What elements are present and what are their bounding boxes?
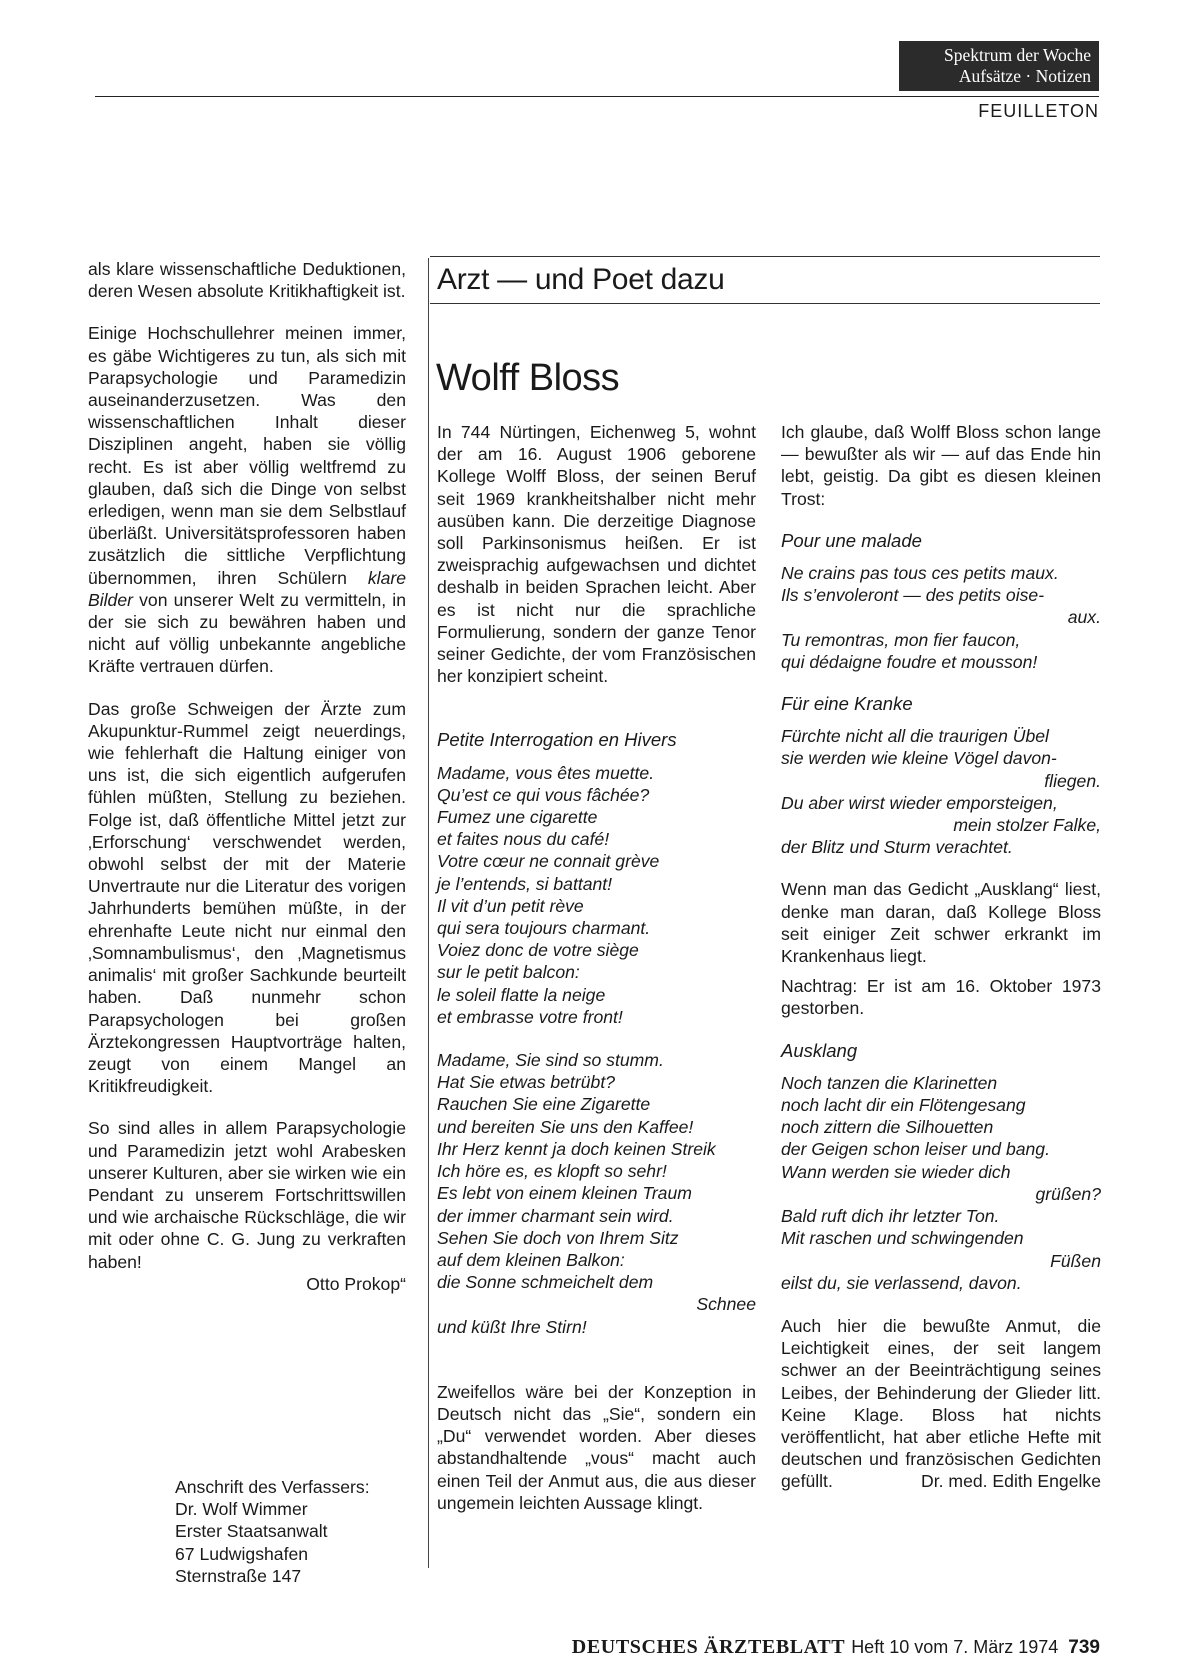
- poem-line: der immer charmant sein wird.: [437, 1205, 674, 1226]
- poem-pour-une-malade: [781, 562, 1101, 673]
- poem-line: Wann werden sie wieder dich: [781, 1161, 1011, 1182]
- poem-line: Ne crains pas tous ces petits maux.: [781, 563, 1059, 584]
- address-line: Erster Staatsanwalt: [175, 1521, 328, 1542]
- article-author: Dr. med. Edith Engelke: [921, 1471, 1101, 1492]
- poem-line: je l’entends, si battant!: [437, 873, 613, 894]
- poem-line: Fürchte nicht all die traurigen Übel: [781, 726, 1049, 747]
- column-divider: [428, 258, 429, 1568]
- poem-line: qui sera toujours charmant.: [437, 918, 651, 939]
- poem-line: Hat Sie etwas betrübt?: [437, 1072, 615, 1093]
- poem-line: Ich höre es, es klopft so sehr!: [437, 1161, 667, 1182]
- poem-line: grüßen?: [1035, 1183, 1101, 1204]
- poem-line: Qu’est ce qui vous fâchée?: [437, 784, 650, 805]
- left-signature: Otto Prokop“: [306, 1273, 406, 1294]
- poem-line: Bald ruft dich ihr letzter Ton.: [781, 1206, 1000, 1227]
- closing-text: Auch hier die bewußte Anmut, die Leichtigkeit eines, der seit langem schwer an der Beeinträchtigung seines Leibes, der Behinderung der Glieder litt. Keine Klage. Bloss hat nichts veröffentlicht, hat aber etliche Hefte mit deutschen und französischen Gedichten gefüllt.: [781, 1315, 1101, 1492]
- page-number: 739: [1068, 1637, 1100, 1658]
- article-headline: Wolff Bloss: [436, 357, 620, 399]
- header-rule: [95, 96, 1099, 97]
- left-paragraph-2: [88, 322, 406, 677]
- poem-line: Mit raschen und schwingenden: [781, 1228, 1024, 1249]
- poem-line: Tu remontras, mon fier faucon,: [781, 629, 1021, 650]
- poem-line: Fumez une cigarette: [437, 807, 598, 828]
- poem-fuer-eine-kranke: [781, 725, 1101, 858]
- poem-line: mein stolzer Falke,: [953, 815, 1101, 836]
- poem-line: eilst du, sie verlassend, davon.: [781, 1272, 1022, 1293]
- address-line: Anschrift des Verfassers:: [175, 1477, 370, 1497]
- poem-german: [437, 1049, 756, 1338]
- article-intro: In 744 Nürtingen, Eichenweg 5, wohnt der am 16. August 1906 geborene Kollege Wolff Bloss, der seinen Beruf seit 1969 krankheitshalber nicht mehr ausüben kann. Die derzeitige Diagnose soll Parkinsonismus heißen. Er ist zweisprachig aufgewachsen und dichtet deshalb in beiden Sprachen leicht. Aber es ist nicht nur die sprachliche Formulierung, sondern der ganze Tenor seiner Gedichte, der vom Französischen her konzipiert scheint.: [437, 422, 756, 687]
- poem-line: Du aber wirst wieder emporsteigen,: [781, 792, 1058, 813]
- poem-line: Sehen Sie doch von Ihrem Sitz: [437, 1227, 679, 1248]
- left-paragraph-4: [88, 1117, 406, 1295]
- left-paragraph-2-emphasis: klare Bilder: [88, 567, 407, 610]
- closing-paragraph: [781, 1315, 1101, 1493]
- left-paragraph-3: Das große Schweigen der Ärzte zum Akupunktur-Rummel zeigt neuerdings, wie fehlerhaft die Haltung einiger von uns ist, die sich eigentlich aufgerufen fühlen müßten, Stellung zu beziehen. Folge ist, daß öffentliche Mittel jetzt zur ‚Erforschung‘ verschwendet werden, obwohl selbst der mit der Materie Unvertraute nur die Literatur des vorigen Jahrhunderts bemühen müßte, in der ehrenhafte Leute nicht nur einmal den ‚Somnambulismus‘, den ‚Magnetismus animalis‘ mit großer Sachkunde beurteilt haben. Daß nunmehr schon Parapsychologen bei großen Ärztekongressen Hauptvorträge halten, zeugt von einem Mangel an Kritikfreudigkeit.: [88, 698, 406, 1097]
- poem-line: Il vit d’un petit rève: [437, 895, 584, 916]
- kicker-rule-top: [430, 256, 1100, 257]
- left-paragraph-4-text: So sind alles in allem Parapsychologie und Paramedizin jetzt wohl Arabesken unserer Kulturen, aber sie wirken wie ein Pendant zu unserem Fortschrittswillen und wie archaische Rückschläge, die wir mit oder ohne C. G. Jung zu verkraften haben!: [88, 1118, 406, 1272]
- section-badge: [899, 41, 1099, 91]
- poem-line: Schnee: [696, 1294, 756, 1315]
- poem-line: und küßt Ihre Stirn!: [437, 1316, 587, 1337]
- middle-column: [437, 421, 756, 1514]
- poem-line: Votre cœur ne connait grève: [437, 851, 660, 872]
- poem-line: Voiez donc de votre siège: [437, 940, 639, 961]
- poem-line: sur le petit balcon:: [437, 962, 580, 983]
- issue-info: Heft 10 vom 7. März 1974: [851, 1637, 1059, 1657]
- right-nachtrag: Nachtrag: Er ist am 16. Oktober 1973 gestorben.: [781, 976, 1101, 1019]
- poem-line: und bereiten Sie uns den Kaffee!: [437, 1116, 694, 1137]
- article-kicker: Arzt — und Poet dazu: [437, 263, 725, 296]
- left-paragraph-2-text-a: Einige Hochschullehrer meinen immer, es gäbe Wichtigeres zu tun, als sich mit Parapsychologie und Paramedizin auseinanderzusetzen. Was den wissenschaftlichen Inhalt dieser Disziplinen angeht, haben sie völlig recht. Es ist aber völlig weltfremd zu glauben, daß sich die Dinge von selbst erledigen, wenn man sie dem Selbstlauf überläßt. Universitätsprofessoren haben zusätzlich die sittliche Verpflichtung übernommen, ihren Schülern: [88, 323, 406, 588]
- section-label: FEUILLETON: [978, 101, 1099, 121]
- left-paragraph-1: als klare wissenschaftliche Deduktionen, deren Wesen absolute Kritikhaftigkeit ist.: [88, 259, 406, 302]
- poem-line: et faites nous du café!: [437, 829, 610, 850]
- poem-line: Noch tanzen die Klarinetten: [781, 1072, 998, 1093]
- badge-line-1: Spektrum der Woche: [944, 45, 1091, 65]
- poem-line: Es lebt von einem kleinen Traum: [437, 1183, 692, 1204]
- poem-line: noch lacht dir ein Flötengesang: [781, 1095, 1026, 1116]
- poem-line: auf dem kleinen Balkon:: [437, 1249, 625, 1270]
- poem-line: le soleil flatte la neige: [437, 984, 606, 1005]
- poem-line: Füßen: [1050, 1250, 1101, 1271]
- poem-title: Für eine Kranke: [781, 693, 913, 715]
- poem-line: Madame, vous êtes muette.: [437, 762, 655, 783]
- poem-line: sie werden wie kleine Vögel davon-: [781, 748, 1057, 769]
- address-line: 67 Ludwigshafen: [175, 1543, 309, 1564]
- badge-line-2: Aufsätze · Notizen: [958, 66, 1091, 86]
- poem-title: Ausklang: [781, 1039, 858, 1061]
- poem-title: Pour une malade: [781, 529, 922, 551]
- poem-line: qui dédaigne foudre et mousson!: [781, 651, 1038, 672]
- left-column: [88, 258, 406, 1295]
- poem-ausklang: [781, 1072, 1101, 1294]
- poem-line: Madame, Sie sind so stumm.: [437, 1050, 664, 1071]
- poem-line: der Blitz und Sturm verachtet.: [781, 837, 1013, 858]
- journal-name: DEUTSCHES ÄRZTEBLATT: [571, 1636, 846, 1658]
- poem-line: aux.: [1067, 607, 1101, 628]
- poem-french: [437, 762, 756, 1028]
- kicker-rule-bottom: [430, 303, 1100, 304]
- poem-line: et embrasse votre front!: [437, 1006, 623, 1027]
- address-line: Dr. Wolf Wimmer: [175, 1499, 308, 1520]
- right-paragraph-ausklang: Wenn man das Gedicht „Ausklang“ liest, denke man daran, daß Kollege Bloss seit einiger Zeit schwer erkrankt im Krankenhaus liegt.: [781, 879, 1101, 967]
- poem-line: die Sonne schmeichelt dem: [437, 1272, 654, 1293]
- poem-line: fliegen.: [1044, 770, 1101, 791]
- author-address: [175, 1476, 415, 1587]
- article-comment: Zweifellos wäre bei der Konzeption in Deutsch nicht das „Sie“, sondern ein „Du“ verwendet worden. Aber dieses abstandhaltende „vous“ macht auch einen Teil der Anmut aus, die aus dieser ungemein leichten Aussage klingt.: [437, 1381, 756, 1513]
- poem-line: Ils s’envoleront — des petits oise-: [781, 585, 1045, 606]
- poem-title: Petite Interrogation en Hivers: [437, 729, 677, 751]
- page-footer: [490, 1636, 1100, 1659]
- right-column: [781, 421, 1101, 1493]
- poem-line: der Geigen schon leiser und bang.: [781, 1139, 1050, 1160]
- left-paragraph-2-text-b: von unserer Welt zu vermitteln, in der sie sich zu bewähren haben und nicht auf völlig unbekannte angebliche Kräfte vertrauen dürfen.: [88, 589, 406, 677]
- poem-line: Rauchen Sie eine Zigarette: [437, 1094, 651, 1115]
- poem-line: Ihr Herz kennt ja doch keinen Streik: [437, 1138, 716, 1159]
- poem-line: noch zittern die Silhouetten: [781, 1117, 994, 1138]
- address-line: Sternstraße 147: [175, 1565, 302, 1586]
- right-intro: Ich glaube, daß Wolff Bloss schon lange — bewußter als wir — auf das Ende hin lebt, geistig. Da gibt es diesen kleinen Trost:: [781, 422, 1101, 509]
